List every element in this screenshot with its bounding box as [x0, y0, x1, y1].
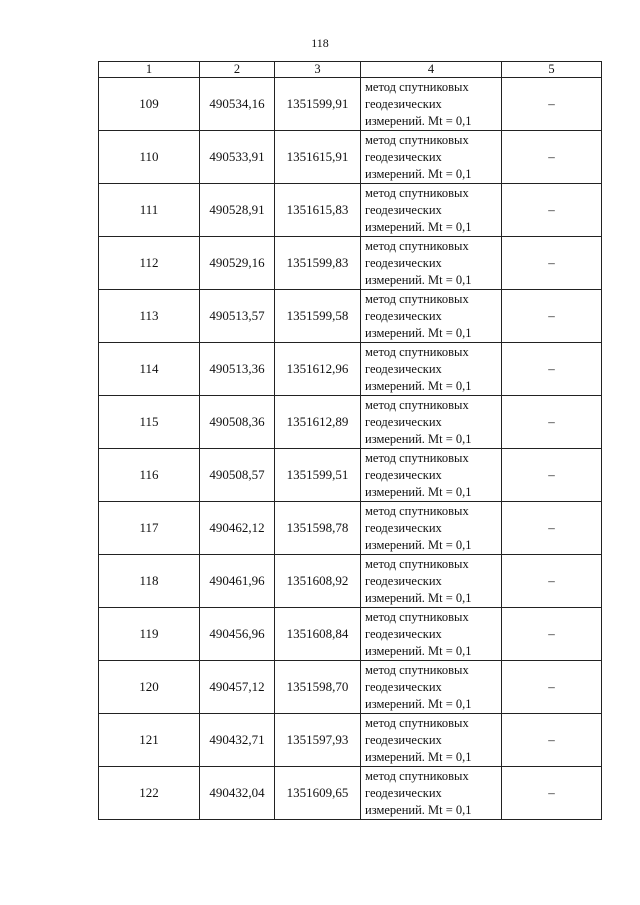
method-line-2: геодезических [365, 361, 442, 376]
point-number: 120 [99, 661, 200, 714]
method-line-2: геодезических [365, 732, 442, 747]
table-row [99, 608, 602, 661]
method-line-2: геодезических [365, 308, 442, 323]
table-row [99, 449, 602, 502]
coordinate-y: 1351609,65 [275, 767, 361, 820]
method-line-3: измерений. Mt = 0,1 [365, 749, 472, 764]
method-description [361, 555, 502, 608]
method-line-1: метод спутниковых [365, 291, 469, 306]
method-line-1: метод спутниковых [365, 715, 469, 730]
note-cell: – [502, 555, 602, 608]
method-line-3: измерений. Mt = 0,1 [365, 802, 472, 817]
method-line-3: измерений. Mt = 0,1 [365, 537, 472, 552]
point-number: 118 [99, 555, 200, 608]
point-number: 110 [99, 131, 200, 184]
table-row [99, 767, 602, 820]
point-number: 121 [99, 714, 200, 767]
method-line-1: метод спутниковых [365, 79, 469, 94]
method-line-1: метод спутниковых [365, 609, 469, 624]
method-line-3: измерений. Mt = 0,1 [365, 696, 472, 711]
coordinate-x: 490456,96 [200, 608, 275, 661]
point-number: 112 [99, 237, 200, 290]
note-cell: – [502, 502, 602, 555]
method-line-3: измерений. Mt = 0,1 [365, 166, 472, 181]
method-line-2: геодезических [365, 414, 442, 429]
method-line-3: измерений. Mt = 0,1 [365, 378, 472, 393]
method-line-2: геодезических [365, 679, 442, 694]
coordinate-y: 1351599,51 [275, 449, 361, 502]
method-description [361, 184, 502, 237]
note-cell: – [502, 661, 602, 714]
coordinate-y: 1351599,91 [275, 78, 361, 131]
method-line-1: метод спутниковых [365, 344, 469, 359]
method-line-3: измерений. Mt = 0,1 [365, 643, 472, 658]
table-row [99, 131, 602, 184]
point-number: 117 [99, 502, 200, 555]
point-number: 113 [99, 290, 200, 343]
coordinate-x: 490508,36 [200, 396, 275, 449]
method-description [361, 767, 502, 820]
table-row [99, 714, 602, 767]
point-number: 119 [99, 608, 200, 661]
note-cell: – [502, 78, 602, 131]
note-cell: – [502, 290, 602, 343]
coordinate-x: 490513,57 [200, 290, 275, 343]
point-number: 116 [99, 449, 200, 502]
table-row [99, 78, 602, 131]
method-description [361, 396, 502, 449]
method-line-2: геодезических [365, 573, 442, 588]
method-line-1: метод спутниковых [365, 397, 469, 412]
method-line-2: геодезических [365, 255, 442, 270]
note-cell: – [502, 343, 602, 396]
method-line-3: измерений. Mt = 0,1 [365, 431, 472, 446]
coordinate-x: 490432,04 [200, 767, 275, 820]
method-line-3: измерений. Mt = 0,1 [365, 590, 472, 605]
note-cell: – [502, 608, 602, 661]
coordinate-x: 490513,36 [200, 343, 275, 396]
method-line-3: измерений. Mt = 0,1 [365, 113, 472, 128]
coordinate-x: 490534,16 [200, 78, 275, 131]
header-col-5: 5 [502, 62, 602, 78]
method-description [361, 237, 502, 290]
coordinate-y: 1351598,78 [275, 502, 361, 555]
method-line-1: метод спутниковых [365, 185, 469, 200]
page-number: 118 [311, 36, 329, 50]
method-line-2: геодезических [365, 202, 442, 217]
table-row [99, 237, 602, 290]
point-number: 111 [99, 184, 200, 237]
method-description [361, 131, 502, 184]
coordinates-table [98, 61, 602, 820]
method-line-3: измерений. Mt = 0,1 [365, 484, 472, 499]
method-description [361, 608, 502, 661]
point-number: 114 [99, 343, 200, 396]
coordinate-x: 490529,16 [200, 237, 275, 290]
note-cell: – [502, 237, 602, 290]
method-line-1: метод спутниковых [365, 132, 469, 147]
header-col-1: 1 [99, 62, 200, 78]
coordinate-x: 490508,57 [200, 449, 275, 502]
point-number: 122 [99, 767, 200, 820]
table-row [99, 184, 602, 237]
table-row [99, 396, 602, 449]
coordinate-y: 1351598,70 [275, 661, 361, 714]
table-row [99, 290, 602, 343]
coordinate-y: 1351612,89 [275, 396, 361, 449]
method-description [361, 449, 502, 502]
method-description [361, 290, 502, 343]
method-line-3: измерений. Mt = 0,1 [365, 272, 472, 287]
method-description [361, 661, 502, 714]
method-description [361, 714, 502, 767]
note-cell: – [502, 131, 602, 184]
method-line-1: метод спутниковых [365, 662, 469, 677]
method-line-2: геодезических [365, 96, 442, 111]
coordinate-y: 1351599,83 [275, 237, 361, 290]
method-line-1: метод спутниковых [365, 503, 469, 518]
coordinate-y: 1351608,84 [275, 608, 361, 661]
header-row [99, 62, 602, 78]
table-row [99, 661, 602, 714]
header-col-4: 4 [361, 62, 502, 78]
coordinate-y: 1351615,83 [275, 184, 361, 237]
method-line-2: геодезических [365, 520, 442, 535]
coordinate-x: 490533,91 [200, 131, 275, 184]
method-description [361, 78, 502, 131]
method-line-3: измерений. Mt = 0,1 [365, 325, 472, 340]
note-cell: – [502, 396, 602, 449]
note-cell: – [502, 767, 602, 820]
table-body [99, 78, 602, 820]
method-line-2: геодезических [365, 626, 442, 641]
method-line-3: измерений. Mt = 0,1 [365, 219, 472, 234]
note-cell: – [502, 184, 602, 237]
note-cell: – [502, 449, 602, 502]
method-line-2: геодезических [365, 785, 442, 800]
coordinate-y: 1351615,91 [275, 131, 361, 184]
table-row [99, 555, 602, 608]
method-line-2: геодезических [365, 467, 442, 482]
coordinate-y: 1351608,92 [275, 555, 361, 608]
method-line-1: метод спутниковых [365, 450, 469, 465]
note-cell: – [502, 714, 602, 767]
coordinate-x: 490457,12 [200, 661, 275, 714]
point-number: 115 [99, 396, 200, 449]
coordinate-y: 1351597,93 [275, 714, 361, 767]
header-col-3: 3 [275, 62, 361, 78]
table-row [99, 502, 602, 555]
coordinate-x: 490528,91 [200, 184, 275, 237]
method-line-1: метод спутниковых [365, 556, 469, 571]
method-line-1: метод спутниковых [365, 768, 469, 783]
method-line-2: геодезических [365, 149, 442, 164]
header-col-2: 2 [200, 62, 275, 78]
point-number: 109 [99, 78, 200, 131]
method-line-1: метод спутниковых [365, 238, 469, 253]
coordinate-y: 1351612,96 [275, 343, 361, 396]
coordinate-y: 1351599,58 [275, 290, 361, 343]
table-row [99, 343, 602, 396]
method-description [361, 343, 502, 396]
coordinate-x: 490461,96 [200, 555, 275, 608]
coordinate-x: 490462,12 [200, 502, 275, 555]
table-header [99, 62, 602, 78]
method-description [361, 502, 502, 555]
coordinate-x: 490432,71 [200, 714, 275, 767]
